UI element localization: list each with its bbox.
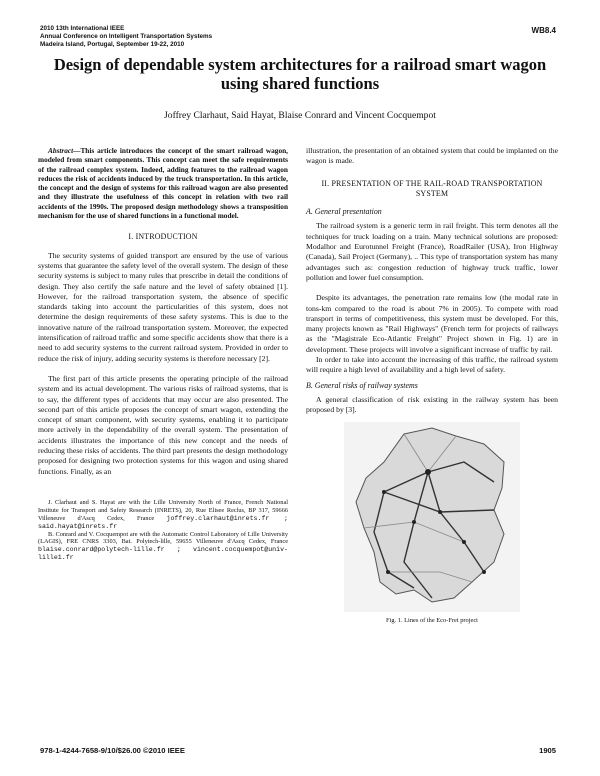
intro-continuation: illustration, the presentation of an obtained system that could be implanted on the wagon is made. [306,146,558,166]
abstract-text: —This article introduces the concept of the smart railroad wagon, modeled from smart components. This concept can meet the safe requirements of the railroad complex system. Indeed, adding features to the railroad wagon reduces the risk of accidents induced by the truck transportation. In this article, the concept and the design of systems for this railroad wagon are also presented and they illustrate the usefulness of this concept in relation with two rail accidents of the 1990s. The proposed design methodology shows a transposition mechanism for the use of shared functions in a functional model. [38,146,288,221]
abstract-label: Abstract [48,146,74,155]
subsection-heading-b: B. General risks of railway systems [306,380,418,390]
paper-title: Design of dependable system architectures for a railroad smart wagon using shared functions [53,55,547,93]
conference-header [40,25,212,49]
footnote-1: J. Clarhaut and S. Hayat are with the Lille University North of France, French National Institute for Transport and Safety Research (INRETS), 20, Rue Elisee Reclus, BP 317, 59666 Villeneuve d'Ascq Cedex, France joffrey.clarhaut@inrets.fr ; said.hayat@inrets.fr [38,498,289,530]
intro-paragraph-1: The security systems of guided transport are ensured by the use of various systems that guarantee the safety level of the overall system. The design of these security systems is subject to many rules that prescribe in detail the conditions of design. They also certify the safe nature and the level of safety obtained [1]. However, for the railroad transportation system, the absence of specific standards taking into account the particularities of this system, does not determine the design requirements of these safety systems. This is due to the innovative nature of the railroad transportation system. Moreover, the expected intensification of railroad traffic and some specific accidents show that there is a need to add security systems to the current railroad system. Provided in order to reduce the risk of injury, adding security systems is therefore necessary [2]. [38,250,288,363]
subsection-heading-a: A. General presentation [306,207,382,217]
footnote-2: B. Conrard and V. Cocquempot are with the Automatic Control Laboratory of Lille University (LAGIS), FRE CNRS 3303, Bat. Polytech-lille, 59655 Villeneuve d'Ascq Cedex, France blaise.conrard@polytech-lille.fr ; vincent.cocquempot@univ-lille1.fr [38,530,288,562]
section-a-paragraph-1: The railroad system is a generic term in rail freight. This term denotes all the techniques for truck loading on a train. Many technical solutions are proposed: Modalhor and Eurotunnel Freight (France), RoadRailer (USA), Iron Highway (Canada), Sail Project (Germany), .. This type of transportation system has many advantages such as: congestion reduction of highway truck traffic, lower pollution and lower fuel consumption. [306,221,558,282]
header-line-2: Annual Conference on Intelligent Transportation Systems [40,33,213,40]
footnote-2-email: blaise.conrard@polytech-lille.fr ; vincent.cocquempot@univ-lille1.fr [38,546,288,562]
right-column [306,146,558,626]
session-code: WB8.4 [531,26,556,35]
left-column [38,146,288,562]
abstract [38,146,288,220]
section-a-paragraph-2: Despite its advantages, the penetration rate remains low (the modal rate in tons-km compared to the road is about 7% in 2005). To compete with road transport in terms of competitiveness, this system must be developed. For this, many projects known as "Rail Highways" (French term for projects of railways as the "Magistrale Eco-Atlantic Freight" Project shown in Fig. 1) are in development. These projects will involve a significant increase of traffic by rail. [306,293,558,354]
france-rail-map-image [344,422,520,612]
page-number: 1905 [539,746,556,755]
copyright-footer: 978-1-4244-7658-9/10/$26.00 ©2010 IEEE [40,746,185,755]
header-line-1: 2010 13th International IEEE [40,25,125,32]
section-heading-intro: I. INTRODUCTION [128,232,198,242]
section-heading-presentation: II. PRESENTATION OF THE RAIL-ROAD TRANSPORTATION SYSTEM [321,178,543,198]
intro-paragraph-2: The first part of this article presents the operating principle of the railroad system and its actual development. The various risks of railroad systems, that is to say, the different types of accidents that may occur are also presented. The second part of this article proposes the concept of smart wagon, extending the concept of smart component, with security systems, enabling it to participate more actively in the dependability of the overall system. The presentation of accidents illustrates the importance of this new concept and the needs of reducing these risks of accidents. The third part presents the design methodology proposed for designing two protection systems for this wagon and using shared functions. Finally, as an [38,373,288,476]
section-a-paragraph-3: In order to take into account the increasing of this traffic, the railroad system will require a high level of availability and a high level of safety. [306,355,558,375]
figure-1-map [344,422,520,612]
section-b-paragraph-1: A general classification of risk existing in the railway system has been proposed by [3]. [306,394,558,415]
footnotes [38,499,288,562]
header-line-3: Madeira Island, Portugal, September 19-22, 2010 [40,41,185,48]
figure-1-caption: Fig. 1. Lines of the Eco-Fret project [386,616,478,624]
author-list: Joffrey Clarhaut, Said Hayat, Blaise Conrard and Vincent Cocquempot [164,110,436,121]
footnote-1-email: joffrey.clarhaut@inrets.fr ; said.hayat@inrets.fr [38,514,289,530]
